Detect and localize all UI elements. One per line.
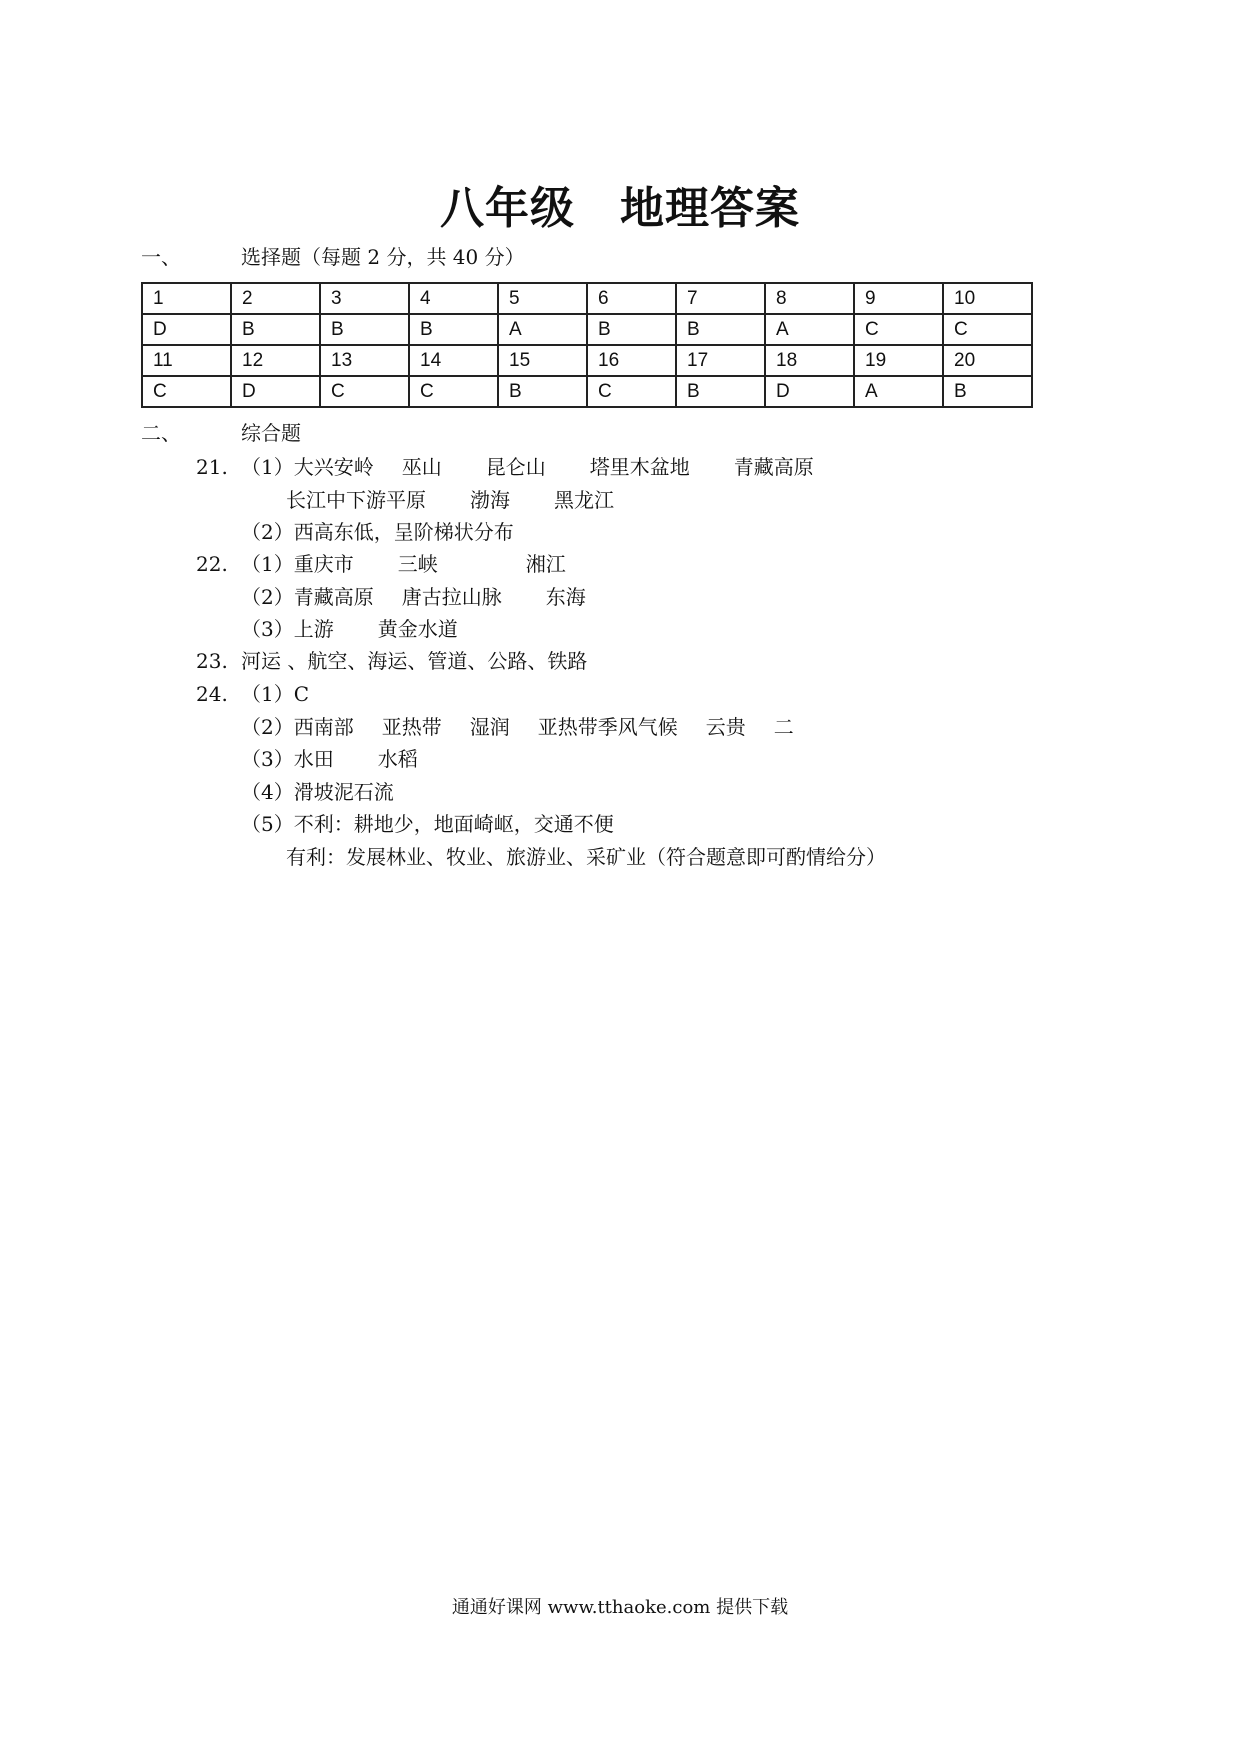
page-title: 八年级 地理答案 (440, 183, 800, 234)
table-cell: 4 (409, 283, 498, 314)
table-cell: B (676, 376, 765, 407)
table-cell: D (142, 314, 231, 345)
part-label: （3） (241, 747, 294, 771)
answer-item: 西南部 (293, 714, 354, 739)
table-cell: 1 (142, 283, 231, 314)
table-row (142, 314, 1032, 345)
table-cell: B (498, 376, 587, 407)
table-cell: 15 (498, 345, 587, 376)
answer-item: 重庆市 (293, 552, 354, 576)
answer-item: 巫山 (401, 455, 442, 479)
question-24 (196, 678, 886, 873)
table-cell: C (854, 314, 943, 345)
table-cell: 17 (676, 345, 765, 376)
table-cell: B (943, 376, 1032, 407)
table-cell: C (409, 376, 498, 407)
answer-item: 二 (773, 714, 794, 739)
answer-item: 长江中下游平原 (286, 487, 426, 512)
answer-item: 亚热带 (381, 714, 442, 739)
answer-item: 水稻 (377, 747, 418, 771)
answer-text: 不利：耕地少，地面崎岖，交通不便 (293, 812, 614, 836)
part-label: （5） (241, 812, 294, 836)
table-row (142, 376, 1032, 407)
table-cell: C (142, 376, 231, 407)
table-cell: 3 (320, 283, 409, 314)
answer-text: 滑坡泥石流 (293, 779, 394, 804)
question-number: 23. (196, 649, 228, 673)
table-cell: B (320, 314, 409, 345)
table-cell: D (231, 376, 320, 407)
table-cell: 9 (854, 283, 943, 314)
table-cell: B (676, 314, 765, 345)
answer-item: 三峡 (397, 552, 438, 576)
part-label: （1） (241, 455, 294, 479)
table-cell: 5 (498, 283, 587, 314)
answer-item: 东海 (545, 584, 586, 609)
answer-item: 渤海 (470, 487, 510, 512)
answer-item: 唐古拉山脉 (401, 584, 502, 609)
answer-item: 水田 (293, 747, 334, 771)
table-cell: 12 (231, 345, 320, 376)
answer-text: 有利：发展林业、牧业、旅游业、采矿业（符合题意即可酌情给分） (286, 844, 886, 869)
answer-item: 湿润 (469, 714, 510, 739)
table-cell: 6 (587, 283, 676, 314)
answer-text: 西高东低，呈阶梯状分布 (293, 520, 514, 544)
table-cell: 16 (587, 345, 676, 376)
answer-item: 湘江 (525, 552, 566, 576)
section-number: 二、 (141, 421, 181, 445)
table-row (142, 345, 1032, 376)
answer-text: C (293, 682, 310, 706)
part-label: （4） (241, 779, 294, 804)
part-label: （2） (241, 714, 294, 739)
table-cell: 18 (765, 345, 854, 376)
question-21 (196, 451, 814, 549)
table-cell: B (587, 314, 676, 345)
section-multiple-choice (141, 242, 525, 272)
question-23 (196, 645, 587, 678)
answer-item: 大兴安岭 (293, 455, 374, 479)
answer-item: 黑龙江 (554, 487, 614, 512)
part-label: （1） (241, 682, 294, 706)
table-cell: A (498, 314, 587, 345)
section-number: 一、 (141, 245, 181, 269)
table-cell: A (854, 376, 943, 407)
table-cell: 11 (142, 345, 231, 376)
table-cell: A (765, 314, 854, 345)
table-cell: D (765, 376, 854, 407)
answer-item: 亚热带季风气候 (537, 714, 678, 739)
answer-item: 昆仑山 (485, 455, 546, 479)
answer-item: 上游 (293, 617, 334, 641)
table-cell: C (320, 376, 409, 407)
table-cell: 20 (943, 345, 1032, 376)
table-cell: 10 (943, 283, 1032, 314)
question-number: 21. (196, 455, 228, 479)
table-cell: C (587, 376, 676, 407)
question-number: 22. (196, 552, 228, 576)
table-cell: 13 (320, 345, 409, 376)
part-label: （3） (241, 617, 294, 641)
answer-item: 黄金水道 (377, 617, 458, 641)
section-heading: 选择题（每题 2 分，共 40 分） (241, 245, 525, 269)
answer-table (141, 282, 1033, 408)
answer-item: 青藏高原 (293, 584, 374, 609)
table-cell: B (409, 314, 498, 345)
answer-item: 云贵 (705, 714, 746, 739)
footer-source: 通通好课网 www.tthaoke.com 提供下载 (451, 1597, 789, 1618)
section-heading: 综合题 (241, 421, 301, 445)
table-cell: C (943, 314, 1032, 345)
table-cell: 8 (765, 283, 854, 314)
question-22 (196, 548, 586, 646)
table-cell: 19 (854, 345, 943, 376)
table-cell: B (231, 314, 320, 345)
part-label: （1） (241, 552, 294, 576)
table-cell: 14 (409, 345, 498, 376)
table-cell: 2 (231, 283, 320, 314)
part-label: （2） (241, 584, 294, 609)
table-row (142, 283, 1032, 314)
question-number: 24. (196, 682, 228, 706)
part-label: （2） (241, 520, 294, 544)
table-cell: 7 (676, 283, 765, 314)
answer-text: 河运 、航空、海运、管道、公路、铁路 (241, 649, 588, 673)
answer-item: 塔里木盆地 (589, 455, 690, 479)
section-comprehensive (141, 418, 301, 448)
answer-item: 青藏高原 (733, 455, 814, 479)
